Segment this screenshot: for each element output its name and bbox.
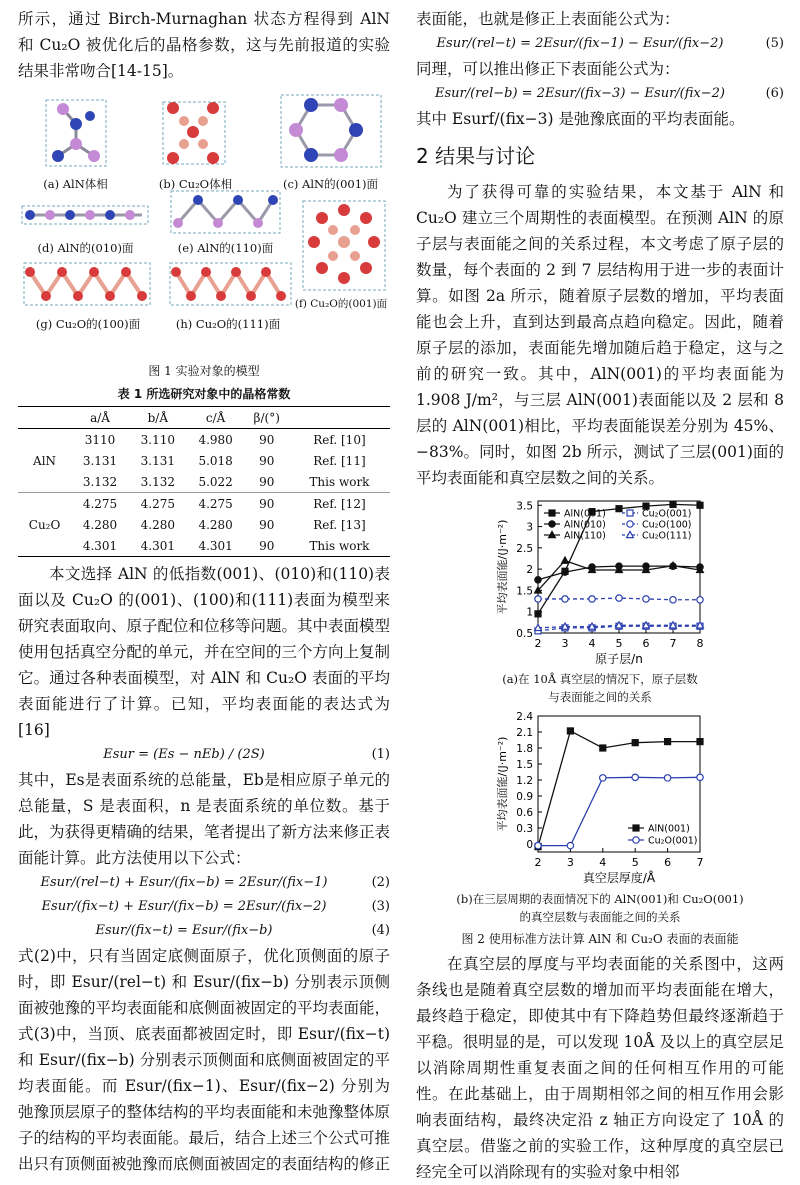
equation-3 bbox=[18, 895, 390, 919]
figure-1 bbox=[18, 88, 390, 358]
table-header: b/Å bbox=[147, 410, 169, 425]
fig2b-caption-line2: 的真空层数与表面能之间的关系 bbox=[519, 910, 681, 924]
equation-text: Esur/(rel−t) + Esur/(fix−b) = 2Esur/(fix−1) bbox=[40, 875, 328, 890]
data-point bbox=[616, 506, 622, 512]
data-point bbox=[627, 531, 634, 537]
panel-a-label: (a) AlN体相 bbox=[43, 177, 108, 191]
body-paragraph: 表面能，也就是修正上表面能公式为： bbox=[416, 10, 680, 28]
equation-1 bbox=[18, 743, 390, 767]
table-header: β/(°) bbox=[253, 410, 280, 425]
fig2b-caption-line1: (b)在三层周期的表面情况下的 AlN(001)和 Cu₂O(001) bbox=[456, 892, 744, 906]
chart-atomic-layers bbox=[416, 495, 784, 670]
panel-d-label: (d) AlN的(010)面 bbox=[37, 241, 134, 255]
table-cell: 90 bbox=[259, 432, 275, 447]
data-point bbox=[535, 624, 542, 630]
body-paragraph: 同理，可以推出修正下表面能公式为： bbox=[416, 60, 680, 78]
y-tick-label: 2.1 bbox=[516, 727, 533, 739]
data-point bbox=[589, 596, 595, 602]
table-cell: This work bbox=[289, 535, 390, 557]
data-point bbox=[535, 577, 541, 583]
table-cell: 4.275 bbox=[140, 496, 175, 511]
x-tick-label: 5 bbox=[615, 637, 623, 650]
y-tick-label: 0.3 bbox=[516, 823, 533, 835]
aln-110-model bbox=[168, 188, 283, 236]
data-point bbox=[549, 531, 556, 537]
y-tick-label: 3.5 bbox=[516, 500, 533, 513]
right-column bbox=[416, 6, 784, 1185]
table-cell: 3.132 bbox=[129, 471, 187, 493]
fig2a-caption-line1: (a)在 10Å 真空层的情况下，原子层数 bbox=[502, 672, 698, 686]
table-header bbox=[18, 407, 71, 429]
aln-010-model bbox=[20, 200, 150, 230]
data-point bbox=[562, 569, 568, 575]
data-point bbox=[633, 825, 639, 831]
table-row bbox=[18, 493, 390, 515]
data-point bbox=[632, 740, 638, 746]
table-header: a/Å bbox=[90, 410, 110, 425]
data-point bbox=[567, 728, 573, 734]
table-cell: 4.301 bbox=[129, 535, 187, 557]
equation-text: Esur = (Es − nEb) / (2S) bbox=[103, 747, 265, 762]
y-tick-label: 3 bbox=[526, 521, 533, 534]
table-cell: 5.018 bbox=[198, 453, 233, 468]
table-row bbox=[18, 450, 390, 471]
intro-paragraph: 所示，通过 Birch-Murnaghan 状态方程得到 AlN 和 Cu₂O 被优化后的晶格参数，这与先前报道的实验结果非常吻合[14-15]。 bbox=[18, 10, 390, 80]
data-point bbox=[535, 842, 541, 848]
x-tick-label: 6 bbox=[642, 637, 650, 650]
data-point bbox=[562, 557, 569, 563]
legend-label: AlN(110) bbox=[564, 530, 606, 542]
fig2a-caption bbox=[416, 670, 784, 706]
fig2a-caption-line2: 与表面能之间的关系 bbox=[548, 690, 652, 704]
table-cell: Ref. [11] bbox=[313, 453, 366, 468]
equation-number: (5) bbox=[765, 36, 784, 51]
panel-f-label: (f) Cu₂O的(001)面 bbox=[294, 298, 388, 310]
data-point bbox=[600, 775, 606, 781]
data-point bbox=[627, 510, 633, 516]
legend-label: Cu₂O(001) bbox=[642, 508, 692, 520]
left-column bbox=[18, 6, 390, 1177]
figure-1-caption: 图 1 实验对象的模型 bbox=[148, 364, 260, 378]
y-tick-label: 2.5 bbox=[516, 542, 533, 555]
table-cell: 90 bbox=[259, 496, 275, 511]
x-tick-label: 4 bbox=[599, 856, 607, 869]
material-cell: AlN bbox=[18, 429, 71, 493]
table-cell: 3.132 bbox=[71, 471, 129, 493]
x-tick-label: 8 bbox=[696, 637, 704, 650]
panel-g-label: (g) Cu₂O的(100)面 bbox=[35, 317, 141, 331]
data-point bbox=[670, 501, 676, 507]
data-point bbox=[670, 562, 677, 568]
y-tick-label: 0 bbox=[526, 839, 533, 851]
data-point bbox=[562, 623, 569, 629]
equation-4 bbox=[18, 919, 390, 943]
cu2o-111-model bbox=[168, 260, 293, 308]
data-point bbox=[549, 521, 555, 527]
body-paragraph: 其中 Esurf/(fix−3) 是弛豫底面的平均表面能。 bbox=[416, 110, 745, 128]
y-tick-label: 0.9 bbox=[516, 791, 533, 803]
table-cell: 4.301 bbox=[71, 535, 129, 557]
equation-number: (3) bbox=[371, 899, 390, 914]
material-cell: Cu₂O bbox=[18, 493, 71, 557]
table-cell: 90 bbox=[245, 471, 289, 493]
section-heading: 2 结果与讨论 bbox=[416, 144, 536, 168]
x-tick-label: 2 bbox=[534, 637, 542, 650]
table-cell: Ref. [13] bbox=[313, 517, 366, 532]
cu2o-100-model bbox=[22, 260, 152, 308]
table-row bbox=[18, 429, 390, 451]
table-cell: 4.275 bbox=[82, 496, 118, 511]
body-paragraph: 在真空层的厚度与平均表面能的关系图中，这两条线也是随着真空层数的增加而平均表面能在增大，最终趋于稳定，即使其中有下降趋势但最终逐渐趋于平稳。很明显的是，可以发现 10Å 及以上的真空层足以消除周期性重复表面之间的任何相互作用的可能性。在此基础上，由于周期相邻之间的相互作用会影响表面结构，最终决定沿 z 轴正方向设定了 10Å 的真空层。借鉴之前的实验工作，这种厚度的真空层已经完全可以消除现有的实验对象中相邻 bbox=[416, 955, 784, 1181]
data-point bbox=[616, 595, 622, 601]
legend-label: Cu₂O(001) bbox=[648, 835, 698, 847]
y-tick-label: 0.5 bbox=[516, 628, 533, 640]
table-cell: 3.110 bbox=[140, 432, 175, 447]
legend-label: AlN(001) bbox=[564, 508, 606, 520]
legend-label: Cu₂O(111) bbox=[642, 530, 692, 542]
equation-number: (2) bbox=[371, 875, 390, 890]
y-tick-label: 1.2 bbox=[516, 775, 533, 787]
x-tick-label: 3 bbox=[561, 637, 569, 650]
equation-text: Esur/(fix−t) + Esur/(fix−b) = 2Esur/(fix−2) bbox=[41, 899, 327, 914]
legend-label: AlN(001) bbox=[648, 823, 690, 835]
data-point bbox=[697, 502, 703, 508]
table-cell: Ref. [12] bbox=[313, 496, 366, 511]
table-cell: This work bbox=[289, 471, 390, 493]
table-cell: 5.022 bbox=[187, 471, 245, 493]
data-point bbox=[643, 596, 649, 602]
fig2b-caption bbox=[416, 890, 784, 926]
data-point bbox=[600, 745, 606, 751]
table-cell: 4.280 bbox=[82, 517, 118, 532]
x-axis-label: 原子层/n bbox=[595, 652, 643, 666]
data-point bbox=[697, 597, 703, 603]
data-point bbox=[535, 596, 541, 602]
legend-label: AlN(010) bbox=[564, 519, 606, 531]
figure-2-caption: 图 2 使用标准方法计算 AlN 和 Cu₂O 表面的表面能 bbox=[461, 932, 739, 946]
equation-6 bbox=[416, 82, 784, 106]
table-cell: 4.280 bbox=[140, 517, 175, 532]
aln-001-model bbox=[276, 90, 386, 172]
body-paragraph: 式(2)中，只有当固定底侧面原子，优化顶侧面的原子时，即 Esur/(rel−t) 和 Esur/(fix−b) 分别表示顶侧面被弛豫的平均表面能和底侧面被固定的平均表面能，式(3)中，当顶、底表面都被固定时，即 Esur/(fix−t) 和 Esur/(fix−b) 分别表示顶侧面和底侧面被固定的平均表面能。而 Esur/(fix−1)、Esur/(fix−2) 分别为弛豫顶层原子的整体结构的平均表面能和未弛豫整体原子的结构的平均表面能。最后，结合上述三个公式可推出只有顶侧面被弛豫而底侧面被固定的表面结构的修正 bbox=[18, 947, 391, 1173]
y-axis-label: 平均表面能/(J·m⁻²) bbox=[496, 736, 509, 832]
table-cell: 3110 bbox=[84, 432, 116, 447]
x-tick-label: 2 bbox=[534, 856, 542, 869]
data-point bbox=[567, 842, 573, 848]
equation-text: Esur/(fix−t) = Esur/(fix−b) bbox=[95, 923, 273, 938]
table-cell: Ref. [10] bbox=[313, 432, 366, 447]
aln-bulk-model bbox=[28, 94, 123, 172]
table-header: c/Å bbox=[205, 410, 226, 425]
equation-number: (1) bbox=[371, 747, 390, 762]
lattice-constants-table bbox=[18, 406, 390, 557]
y-tick-label: 0.6 bbox=[516, 807, 533, 819]
data-point bbox=[632, 774, 638, 780]
data-point bbox=[665, 739, 671, 745]
y-tick-label: 1.5 bbox=[516, 585, 533, 598]
table-1-caption: 表 1 所选研究对象中的晶格常数 bbox=[117, 387, 291, 401]
x-tick-label: 6 bbox=[664, 856, 672, 869]
panel-c-label: (c) AlN的(001)面 bbox=[282, 177, 379, 191]
table-cell: 90 bbox=[259, 453, 275, 468]
x-tick-label: 5 bbox=[631, 856, 639, 869]
table-row bbox=[18, 471, 390, 493]
cu2o-bulk-model bbox=[148, 94, 243, 172]
data-point bbox=[535, 611, 541, 617]
table-cell: 3.131 bbox=[82, 453, 118, 468]
legend-label: Cu₂O(100) bbox=[642, 519, 692, 531]
x-tick-label: 3 bbox=[566, 856, 574, 869]
body-paragraph: 本文选择 AlN 的低指数(001)、(010)和(110)表面以及 Cu₂O 的(001)、(100)和(111)表面为模型来研究表面取向、原子配位和位移等问题。其中表面模型使用包括真空分配的单元，并在空间的三个方向上复制它。通过各种表面模型，对 AlN 和 Cu₂O 表面的平均表面能进行了计算。已知，平均表面能的表达式为[16] bbox=[18, 565, 391, 739]
panel-b-label: (b) Cu₂O体相 bbox=[158, 177, 233, 191]
table-cell: 90 bbox=[259, 517, 275, 532]
data-point bbox=[633, 837, 639, 843]
data-point bbox=[627, 521, 633, 527]
y-tick-label: 2.4 bbox=[516, 711, 533, 723]
table-cell: 4.275 bbox=[198, 496, 233, 511]
x-axis-label: 真空层厚度/Å bbox=[582, 871, 656, 885]
table-cell: 3.131 bbox=[140, 453, 175, 468]
y-tick-label: 1.5 bbox=[516, 759, 533, 771]
x-tick-label: 7 bbox=[669, 637, 677, 650]
body-paragraph: 为了获得可靠的实验结果，本文基于 AlN 和 Cu₂O 建立三个周期性的表面模型。在预测 AlN 的原子层与表面能之间的关系过程，本文考虑了原子层的数量，每个表面的 2 到 7 层结构用于进一步的表面计算。如图 2a 所示，随着原子层数的增加，平均表面能也会上升，直到达到最高点趋向稳定。因此，随着原子层的添加，表面能先增加随后趋于稳定，这与之前的研究一致。其中，AlN(001)的平均表面能为 1.908 J/m²，与三层 AlN(001)表面能以及 2 层和 8 层的 AlN(001)相比，平均表面能误差分别为 45%、−83%。同时，如图 2b 所示，测试了三层(001)面的平均表面能和真空层数之间的关系。 bbox=[416, 183, 784, 487]
y-tick-label: 1.8 bbox=[516, 743, 533, 755]
panel-h-label: (h) Cu₂O的(111)面 bbox=[175, 317, 281, 331]
chart-vacuum-thickness bbox=[416, 710, 784, 890]
equation-5 bbox=[416, 32, 784, 56]
data-point bbox=[562, 596, 568, 602]
data-point bbox=[664, 775, 670, 781]
data-point bbox=[697, 774, 703, 780]
x-tick-label: 7 bbox=[696, 856, 704, 869]
table-cell: 4.280 bbox=[198, 517, 233, 532]
equation-2 bbox=[18, 871, 390, 895]
table-cell: 4.301 bbox=[187, 535, 245, 557]
table-header bbox=[289, 407, 390, 429]
x-tick-label: 4 bbox=[588, 637, 596, 650]
table-cell: 4.980 bbox=[198, 432, 233, 447]
table-cell: 90 bbox=[245, 535, 289, 557]
data-point bbox=[549, 510, 555, 516]
data-point bbox=[589, 623, 596, 629]
y-tick-label: 2 bbox=[526, 564, 533, 577]
y-axis-label: 平均表面能/(J·m⁻²) bbox=[496, 519, 509, 615]
y-tick-label: 1 bbox=[526, 606, 533, 619]
equation-number: (4) bbox=[371, 923, 390, 938]
table-row bbox=[18, 514, 390, 535]
equation-number: (6) bbox=[765, 86, 784, 101]
table-header-row bbox=[18, 407, 390, 429]
body-paragraph: 其中，Es是表面系统的总能量，Eb是相应原子单元的总能量，S 是表面积，n 是表面系统的单位数。基于此，为获得更精确的结果，笔者提出了新方法来修正表面能计算。此方法使用以下公式： bbox=[18, 771, 391, 867]
data-point bbox=[697, 739, 703, 745]
equation-text: Esur/(rel−b) = 2Esur/(fix−3) − Esur/(fix−2) bbox=[434, 86, 725, 101]
panel-e-label: (e) AlN的(110)面 bbox=[177, 241, 274, 255]
equation-text: Esur/(rel−t) = 2Esur/(fix−1) − Esur/(fix−2) bbox=[436, 36, 724, 51]
cu2o-001-model bbox=[300, 198, 388, 293]
data-point bbox=[670, 597, 676, 603]
table-row bbox=[18, 535, 390, 557]
